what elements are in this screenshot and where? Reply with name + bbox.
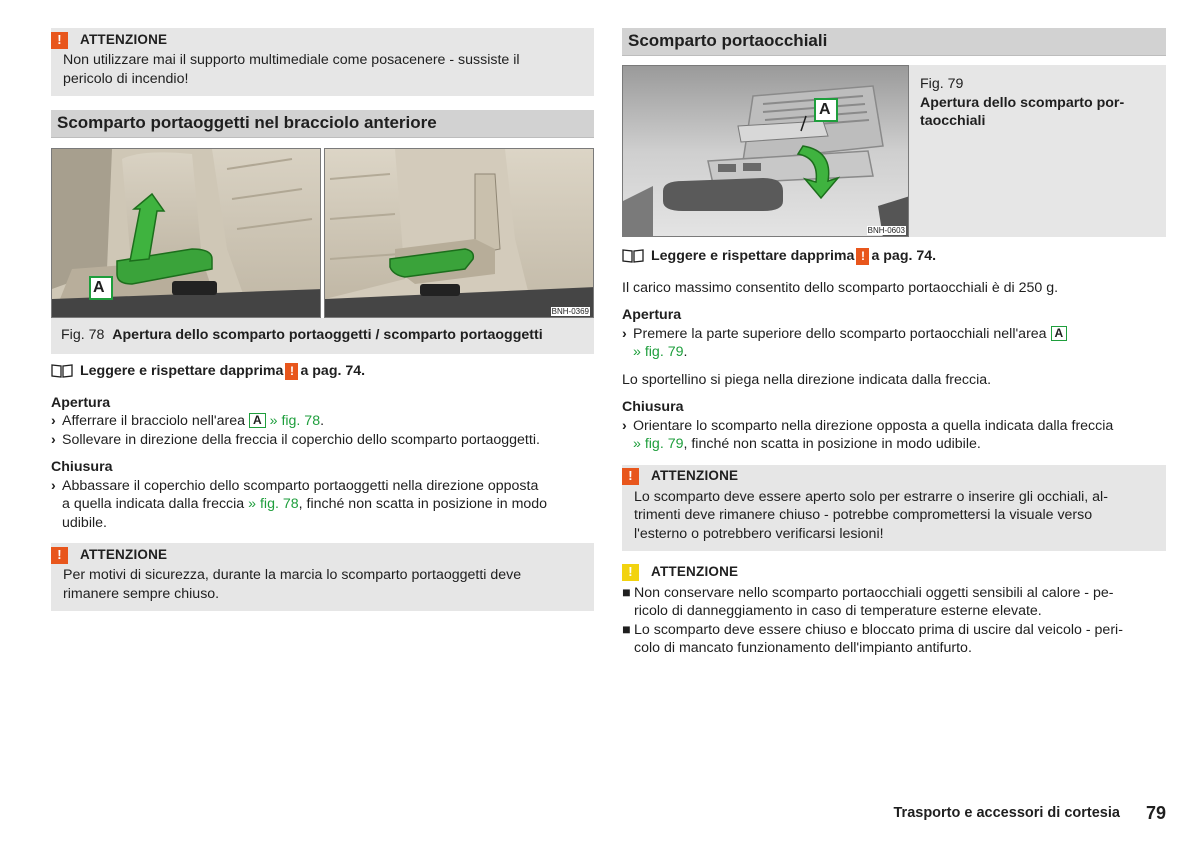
warning-icon: ! [285, 363, 298, 380]
warning-body [63, 565, 582, 603]
figure-code: BNH-0603 [867, 226, 905, 235]
warning-icon: ! [51, 32, 68, 49]
bullet-line: ricolo di danneggiamento in caso di temperature esterne elevate. [634, 603, 1042, 619]
bullet-square-icon: ■ [622, 621, 631, 638]
step-text-line [633, 435, 1113, 454]
figure-caption-line: Apertura dello scomparto por- [920, 94, 1125, 111]
bullet-line: Lo scomparto deve essere chiuso e bloccato prima di uscire dal veicolo - peri- [634, 621, 1123, 638]
bullet-text [634, 621, 1123, 658]
warning-box-visibility [622, 465, 1166, 551]
bullet-square-icon: ■ [622, 584, 631, 601]
read-before-text: Leggere e rispettare dapprima [80, 363, 284, 379]
left-column [51, 28, 594, 611]
callout-label-a: A [819, 101, 831, 118]
max-load-text: Il carico massimo consentito dello scomparto portaocchiali è di 250 g. [622, 279, 1059, 296]
warning-line: Per motivi di sicurezza, durante la marcia lo scomparto portaoggetti deve [63, 567, 522, 583]
read-before-line [51, 362, 594, 381]
figure-link[interactable]: » fig. 79 [633, 344, 684, 360]
armrest-open-illustration [325, 149, 594, 318]
warning-heading [51, 30, 582, 50]
bullet-text [634, 584, 1113, 621]
caution-box [622, 563, 1166, 658]
step-text [633, 417, 1113, 454]
opening-instructions [622, 306, 1166, 362]
figure-caption-text: Apertura dello scomparto portaoggetti / scomparto portaoggetti [112, 327, 543, 343]
step-text-part: Afferrare il bracciolo nell'area [62, 413, 246, 429]
glasses-compartment-illustration [623, 66, 909, 237]
caution-icon: ! [622, 564, 639, 581]
warning-box-multimedia [51, 28, 594, 96]
section-title-text: Scomparto portaocchiali [628, 31, 828, 51]
read-before-line [622, 247, 1166, 266]
read-before-page-link[interactable]: a pag. 74. [300, 363, 366, 379]
chevron-right-icon: › [622, 325, 627, 342]
opening-instructions [51, 394, 594, 450]
chevron-right-icon: › [51, 477, 56, 494]
figure-78-caption [51, 318, 594, 354]
figure-79-caption [920, 75, 1140, 131]
warning-line: Lo scomparto deve essere aperto solo per estrarre o inserire gli occhiali, al- [634, 488, 1108, 505]
step-item [51, 431, 594, 450]
step-text-line: udibile. [62, 514, 107, 531]
figure-link[interactable]: » fig. 78 [269, 413, 321, 429]
warning-heading-text: ATTENZIONE [651, 468, 739, 484]
warning-body [634, 487, 1154, 544]
read-before-text: Leggere e rispettare dapprima [651, 248, 855, 264]
glasses-compartment-image [622, 65, 909, 237]
step-text-part: Premere la parte superiore dello scomparto portaocchiali nell'area [633, 325, 1047, 342]
step-text [62, 477, 547, 533]
closing-heading: Chiusura [51, 459, 113, 475]
section-title-text: Scomparto portaoggetti nel bracciolo anteriore [57, 113, 437, 133]
chevron-right-icon: › [51, 413, 56, 429]
step-text-part: . [320, 413, 325, 429]
warning-icon: ! [856, 248, 869, 265]
flap-direction-text: Lo sportellino si piega nella direzione indicata dalla freccia. [622, 371, 992, 388]
bullet-item [622, 584, 1166, 621]
warning-box-driving [51, 543, 594, 611]
armrest-closed-image [51, 148, 321, 318]
read-before-page-link[interactable]: a pag. 74. [871, 248, 937, 264]
warning-icon: ! [51, 547, 68, 564]
warning-line: trimenti deve rimanere chiuso - potrebbe compromettersi la visuale verso [634, 507, 1093, 523]
area-label-a: A [249, 413, 266, 428]
figure-78 [51, 148, 594, 318]
step-text-part: . [683, 344, 688, 360]
figure-code: BNH-0369 [551, 307, 589, 316]
figure-number: Fig. 78 [61, 327, 105, 343]
book-icon [51, 364, 73, 378]
warning-body [63, 50, 582, 88]
warning-heading [51, 545, 582, 565]
warning-line: Non utilizzare mai il supporto multimediale come posacenere - sussiste il [63, 52, 520, 68]
warning-line: l'esterno o potrebbero verificarsi lesioni! [634, 525, 884, 542]
caution-heading [622, 563, 1166, 583]
callout-label-a: A [93, 279, 105, 296]
step-text-line [62, 495, 547, 514]
step-text: Sollevare in direzione della freccia il coperchio dello scomparto portaoggetti. [62, 431, 540, 448]
step-item [51, 412, 594, 431]
step-text-part: , finché non scatta in posizione in modo udibile. [683, 436, 981, 452]
step-item [622, 325, 1166, 362]
step-item [622, 417, 1166, 454]
step-text-part: , finché non scatta in posizione in modo [298, 496, 548, 512]
warning-heading [622, 467, 1154, 487]
warning-icon: ! [622, 468, 639, 485]
warning-line: pericolo di incendio! [63, 70, 189, 87]
closing-instructions [622, 398, 1166, 454]
step-item [51, 477, 594, 533]
bullet-line: colo di mancato funzionamento dell'impianto antifurto. [634, 640, 972, 656]
opening-heading: Apertura [622, 307, 682, 323]
figure-link[interactable]: » fig. 79 [633, 436, 684, 452]
figure-link[interactable]: » fig. 78 [248, 496, 299, 512]
step-text-line: Abbassare il coperchio dello scomparto portaoggetti nella direzione opposta [62, 477, 539, 494]
bullet-line: Non conservare nello scomparto portaocchiali oggetti sensibili al calore - pe- [634, 584, 1114, 601]
warning-heading-text: ATTENZIONE [80, 546, 168, 562]
chevron-right-icon: › [622, 417, 627, 434]
step-text-part: a quella indicata dalla freccia [62, 496, 245, 512]
section-title-glasses [622, 28, 1166, 56]
chapter-title: Trasporto e accessori di cortesia [893, 805, 1120, 821]
step-text [633, 325, 1067, 362]
book-icon [622, 249, 644, 263]
figure-79 [622, 65, 1166, 237]
closing-heading: Chiusura [622, 399, 684, 415]
page-number: 79 [1145, 803, 1166, 823]
area-label-a: A [1051, 326, 1068, 341]
bullet-item [622, 621, 1166, 658]
closing-instructions [51, 458, 594, 532]
chevron-right-icon: › [51, 431, 56, 448]
warning-heading-text: ATTENZIONE [80, 31, 168, 47]
figure-number: Fig. 79 [920, 76, 964, 92]
page-footer [894, 804, 1167, 823]
right-column [622, 28, 1166, 658]
armrest-open-image [324, 148, 594, 318]
step-text [62, 412, 324, 431]
caution-heading-text: ATTENZIONE [651, 564, 739, 580]
opening-heading: Apertura [51, 394, 111, 411]
caution-body [622, 583, 1166, 658]
step-text-line: Orientare lo scomparto nella direzione opposta a quella indicata dalla freccia [633, 417, 1114, 434]
section-title-armrest [51, 110, 594, 138]
warning-line: rimanere sempre chiuso. [63, 585, 220, 602]
figure-caption-line: taocchiali [920, 113, 986, 129]
